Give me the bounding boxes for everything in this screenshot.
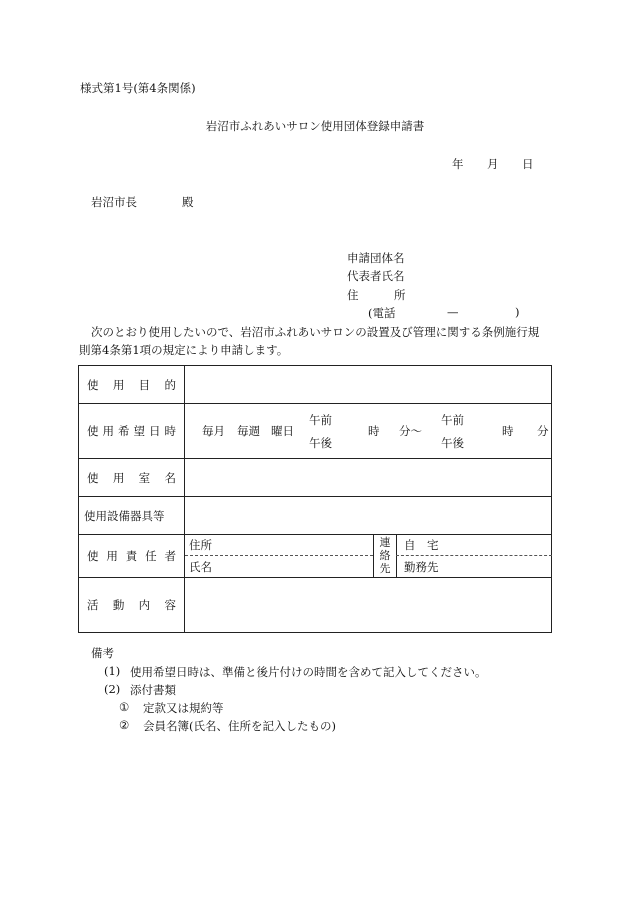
label-room-name xyxy=(79,459,185,497)
note-2-mark: (2) xyxy=(104,682,121,696)
intro-line-1: 次のとおり使用したいので、岩沼市ふれあいサロンの設置及び管理に関する条例施行規 xyxy=(91,325,540,339)
end-am-option[interactable]: 午前 xyxy=(441,413,464,427)
document-title: 岩沼市ふれあいサロン使用団体登録申請書 xyxy=(205,119,425,133)
address-label-2: 所 xyxy=(394,288,406,302)
label-char: 使 xyxy=(87,424,99,438)
start-hour-label: 時 xyxy=(368,424,380,438)
note-1-text: 使用希望日時は、準備と後片付けの時間を含めて記入してください。 xyxy=(130,665,487,679)
row-desired-datetime xyxy=(79,404,552,459)
phone-close: ) xyxy=(515,305,520,319)
note-2b-mark: ② xyxy=(119,718,130,732)
row-purpose xyxy=(79,366,552,404)
phone-open: (電話 xyxy=(368,306,396,320)
end-minute-label: 分 xyxy=(537,424,549,438)
label-char: 容 xyxy=(164,598,176,612)
weekly-option[interactable]: 毎週 xyxy=(237,424,260,438)
label-char: 者 xyxy=(164,549,176,563)
label-char: 動 xyxy=(112,598,125,612)
label-char: 責 xyxy=(125,549,138,563)
responsible-person-field xyxy=(185,535,552,578)
equipment-field[interactable] xyxy=(185,497,552,535)
start-minute-to-label: 分～ xyxy=(399,424,422,438)
room-name-field[interactable] xyxy=(185,459,552,497)
dashed-divider xyxy=(396,555,552,556)
end-hour-label: 時 xyxy=(502,424,514,438)
label-char: 内 xyxy=(138,598,151,612)
dashed-divider xyxy=(185,555,373,556)
responsible-name-label: 氏名 xyxy=(189,560,212,574)
label-char: 用 xyxy=(102,424,114,438)
group-name-label: 申請団体名 xyxy=(347,251,405,265)
row-activity xyxy=(79,578,552,633)
label-char: 室 xyxy=(138,470,151,485)
contact-char: 絡 xyxy=(379,549,391,562)
contact-char: 連 xyxy=(379,536,391,549)
label-char: 使 xyxy=(87,377,99,392)
date-year-label: 年 xyxy=(452,157,464,171)
contact-info xyxy=(396,535,552,577)
row-room-name xyxy=(79,459,552,497)
address-label-1: 住 xyxy=(347,288,359,302)
phone-dash: — xyxy=(447,305,459,319)
label-equipment xyxy=(79,497,185,535)
date-month-label: 月 xyxy=(487,157,499,171)
label-responsible-person xyxy=(79,535,185,578)
contact-label xyxy=(373,535,397,577)
label-activity xyxy=(79,578,185,633)
label-char: 目 xyxy=(138,377,151,392)
label-char: 用 xyxy=(112,377,125,392)
note-2a-mark: ① xyxy=(119,700,130,714)
label-char: 的 xyxy=(164,377,176,392)
label-char: 望 xyxy=(133,424,145,438)
purpose-field[interactable] xyxy=(185,366,552,404)
monthly-option[interactable]: 毎月 xyxy=(202,424,225,438)
label-char: 希 xyxy=(118,424,130,438)
intro-line-2: 則第4条第1項の規定により申請します。 xyxy=(79,343,289,357)
start-am-option[interactable]: 午前 xyxy=(309,413,332,427)
end-pm-option[interactable]: 午後 xyxy=(441,436,464,450)
label-char: 名 xyxy=(164,470,176,485)
label-char: 時 xyxy=(164,424,176,438)
note-2a-text: 定款又は規約等 xyxy=(143,701,224,715)
addressee-honorific: 殿 xyxy=(182,195,194,209)
contact-char: 先 xyxy=(379,562,391,575)
row-responsible-person xyxy=(79,535,552,578)
label-char: 用 xyxy=(112,470,125,485)
responsible-person-info xyxy=(185,535,373,577)
label-purpose xyxy=(79,366,185,404)
note-1-mark: (1) xyxy=(104,664,121,678)
activity-field[interactable] xyxy=(185,578,552,633)
note-2b-text: 会員名簿(氏名、住所を記入したもの) xyxy=(143,719,336,733)
desired-datetime-field[interactable] xyxy=(185,404,552,459)
notes-heading: 備考 xyxy=(91,646,114,660)
representative-name-label: 代表者氏名 xyxy=(347,269,405,283)
label-char: 任 xyxy=(145,549,157,563)
home-phone-label: 自 宅 xyxy=(404,538,439,552)
weekday-label: 曜日 xyxy=(271,424,294,438)
label-char: 使 xyxy=(87,549,99,563)
label-char: 日 xyxy=(149,424,161,438)
date-day-label: 日 xyxy=(522,157,534,171)
label-desired-datetime xyxy=(79,404,185,459)
note-2-text: 添付書類 xyxy=(130,683,176,697)
form-number: 様式第1号(第4条関係) xyxy=(80,81,196,95)
addressee: 岩沼市長 xyxy=(91,195,137,209)
responsible-address-label: 住所 xyxy=(189,538,212,552)
work-phone-label: 勤務先 xyxy=(404,560,439,574)
row-equipment xyxy=(79,497,552,535)
label-text: 使用設備器具等 xyxy=(84,508,165,523)
label-char: 活 xyxy=(87,598,99,612)
start-pm-option[interactable]: 午後 xyxy=(309,436,332,450)
application-table xyxy=(78,365,552,633)
label-char: 用 xyxy=(106,549,118,563)
label-char: 使 xyxy=(87,470,99,485)
